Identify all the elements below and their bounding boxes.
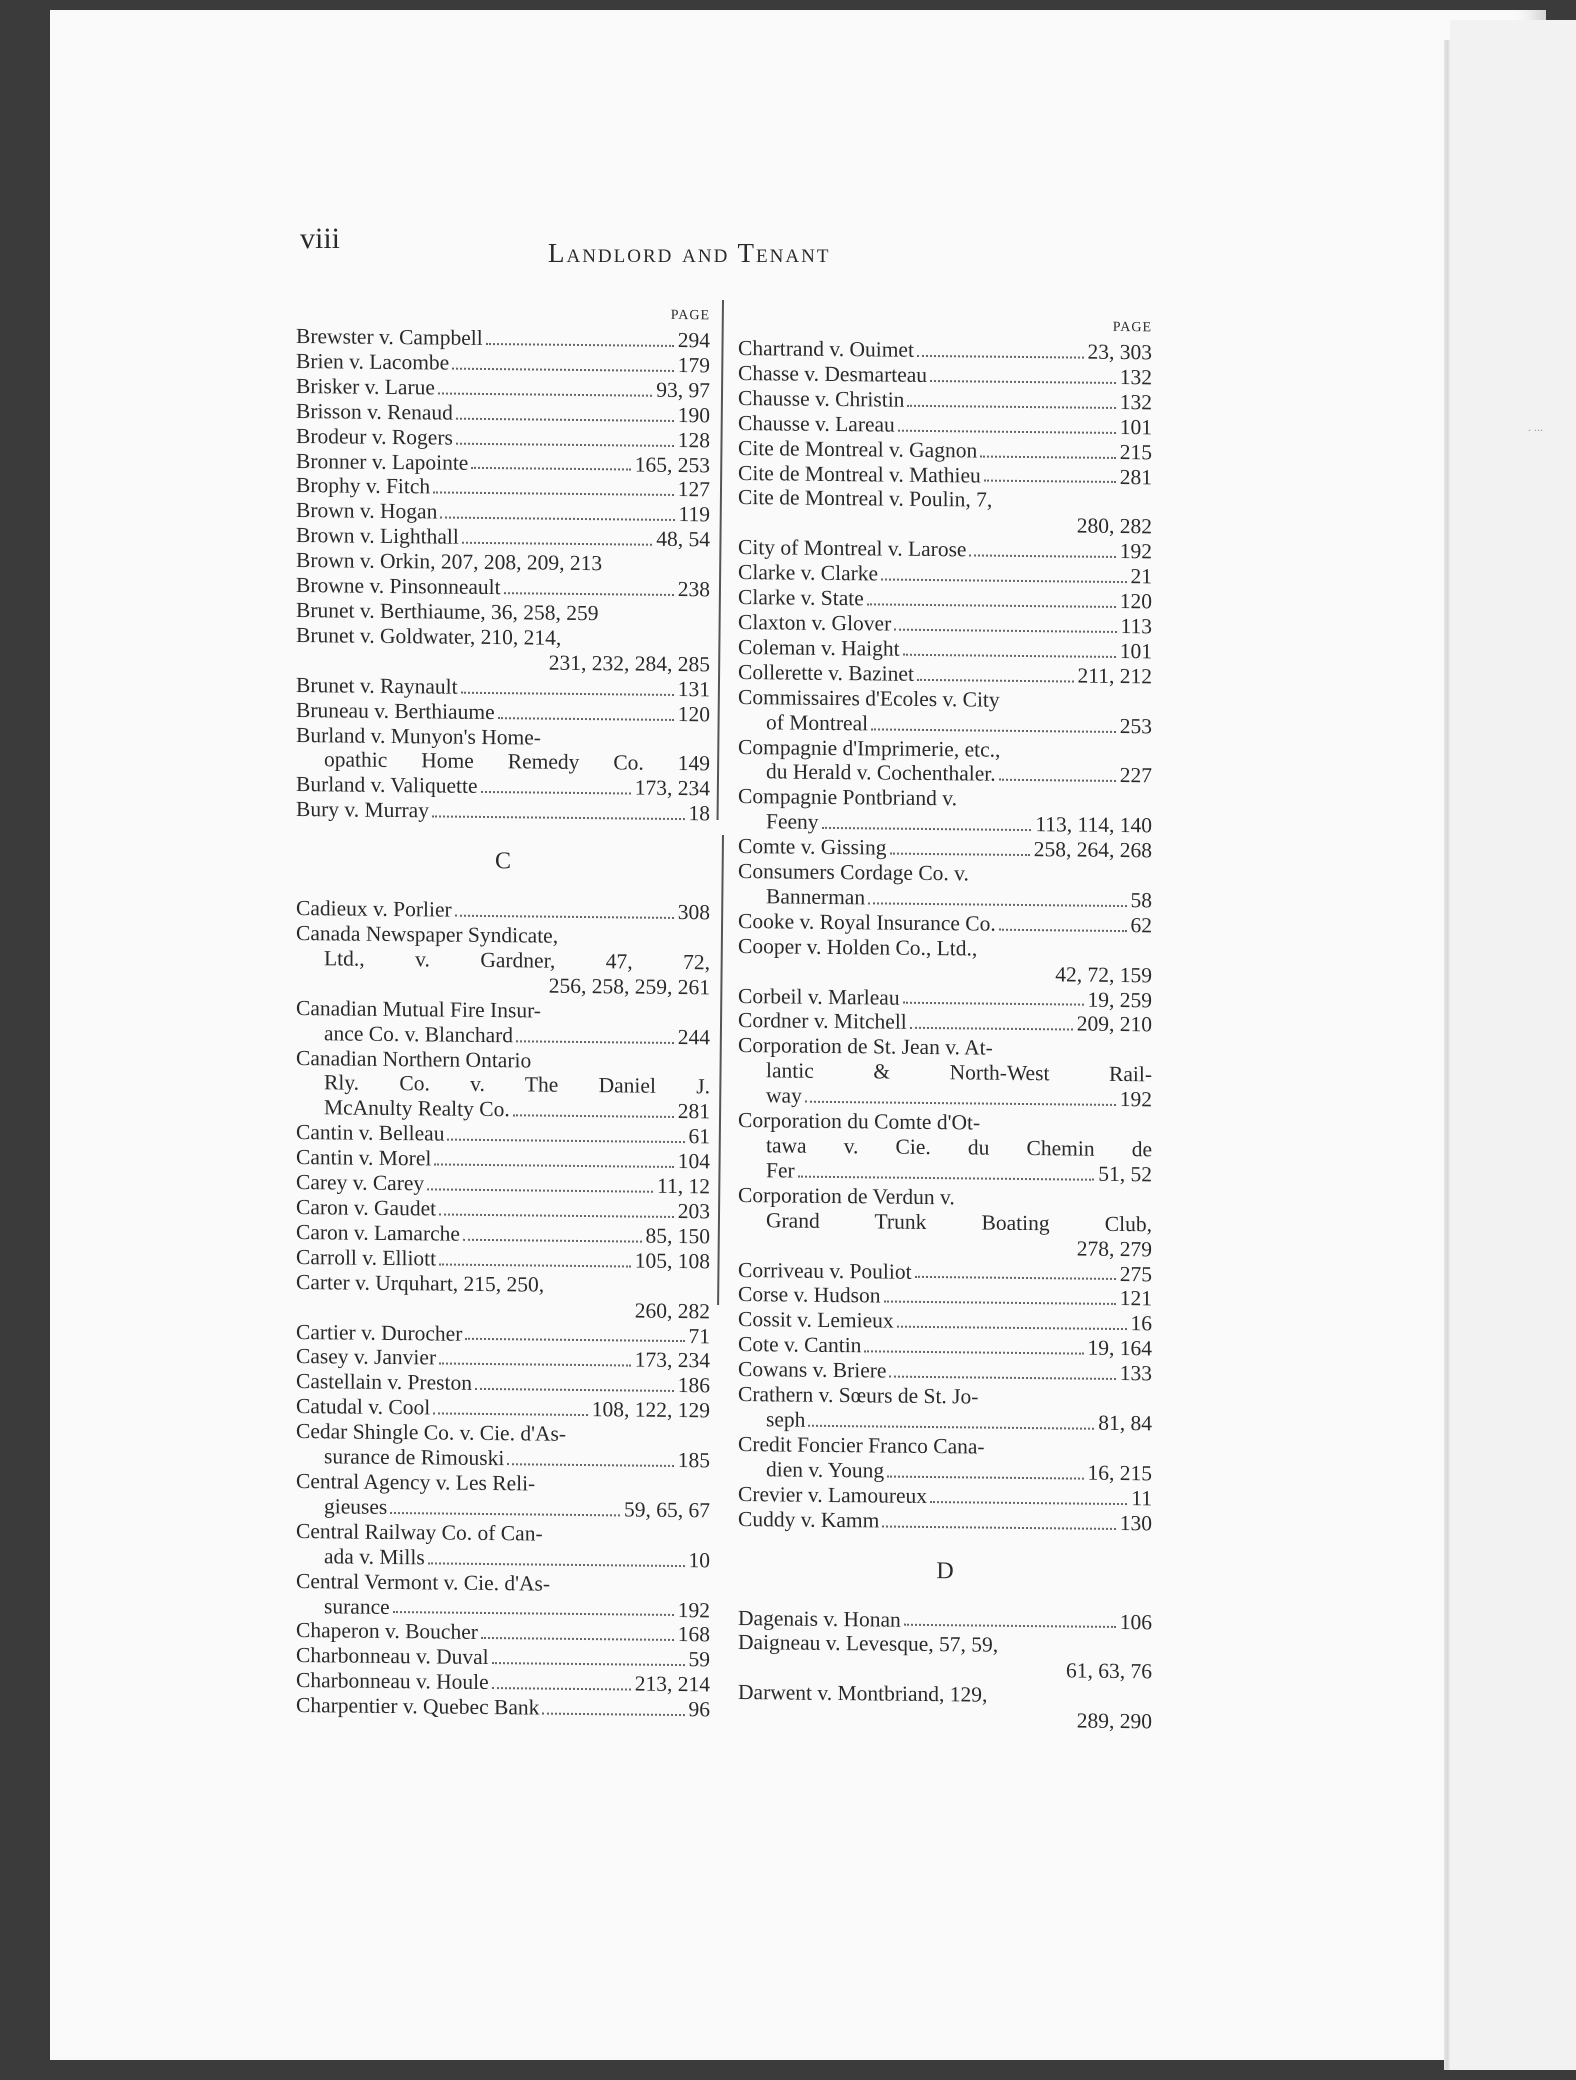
dot-leader bbox=[894, 629, 1116, 633]
case-name: Bury v. Murray bbox=[296, 797, 429, 823]
dot-leader bbox=[871, 728, 1116, 733]
page-references: 101 bbox=[1119, 414, 1152, 440]
page-references: 192 bbox=[677, 1597, 710, 1622]
page-references: 308 bbox=[677, 900, 710, 925]
index-entry-line: Compagnie Pontbriand v. bbox=[738, 784, 957, 811]
page-references: 48, 54 bbox=[656, 527, 710, 552]
page-references: 130 bbox=[1119, 1510, 1152, 1535]
index-entry-line: Crathern v. Sœurs de St. Jo- bbox=[738, 1382, 979, 1409]
case-name: Cooke v. Royal Insurance Co. bbox=[738, 908, 996, 936]
page-references: 58 bbox=[1130, 888, 1152, 913]
page-references: 10 bbox=[688, 1547, 710, 1573]
index-continuation-pages: 231, 232, 284, 285 bbox=[548, 650, 710, 677]
page-references: 106 bbox=[1119, 1609, 1152, 1634]
index-continuation-line: opathic Home Remedy Co. 149 bbox=[324, 747, 710, 776]
case-name: Brophy v. Fitch bbox=[296, 473, 431, 499]
dot-leader bbox=[433, 492, 674, 497]
dot-leader bbox=[516, 1040, 674, 1044]
index-entry-line: Compagnie d'Imprimerie, etc., bbox=[738, 734, 1001, 762]
dot-leader bbox=[447, 1139, 684, 1143]
case-name: Crevier v. Lamoureux bbox=[738, 1481, 928, 1508]
page-references: 173, 234 bbox=[634, 775, 710, 801]
page-references: 62 bbox=[1130, 912, 1152, 938]
index-entry-line: Credit Foncier Franco Cana- bbox=[738, 1431, 985, 1459]
case-name: Chaperon v. Boucher bbox=[296, 1618, 478, 1645]
index-continuation-pages: 260, 282 bbox=[634, 1298, 710, 1323]
dot-leader bbox=[439, 1363, 631, 1367]
page-references: 21 bbox=[1130, 564, 1152, 589]
case-name: McAnulty Realty Co. bbox=[324, 1095, 510, 1122]
case-name: ance Co. v. Blanchard bbox=[324, 1020, 514, 1047]
index-entry-line: Cite de Montreal v. Poulin, 7, bbox=[738, 485, 993, 513]
dot-leader bbox=[481, 1637, 674, 1641]
dot-leader bbox=[456, 442, 674, 446]
page-references: 275 bbox=[1119, 1261, 1152, 1286]
page-references: 113 bbox=[1120, 613, 1152, 639]
case-name: Brisson v. Renaud bbox=[296, 398, 453, 425]
dot-leader bbox=[808, 1425, 1094, 1430]
case-name: Cote v. Cantin bbox=[738, 1332, 862, 1358]
dot-leader bbox=[486, 343, 674, 347]
case-name: Carroll v. Elliott bbox=[296, 1244, 437, 1271]
dot-leader bbox=[452, 367, 674, 371]
index-entry-line: Canadian Northern Ontario bbox=[296, 1045, 532, 1073]
dot-leader bbox=[882, 1525, 1115, 1529]
dot-leader bbox=[465, 1338, 684, 1342]
case-name: Charbonneau v. Duval bbox=[296, 1643, 489, 1670]
case-name: Bronner v. Lapointe bbox=[296, 448, 469, 475]
dot-leader bbox=[917, 679, 1074, 683]
case-name: Cartier v. Durocher bbox=[296, 1319, 463, 1346]
dot-leader bbox=[897, 1326, 1127, 1330]
index-entry-line: Central Railway Co. of Can- bbox=[296, 1518, 543, 1546]
case-name: Chartrand v. Ouimet bbox=[738, 336, 914, 362]
page-references: 253 bbox=[1119, 713, 1152, 738]
case-name: Cuddy v. Kamm bbox=[738, 1506, 880, 1533]
page-number: viii bbox=[300, 222, 341, 255]
page-references: 179 bbox=[677, 352, 710, 378]
page-references: 23, 303 bbox=[1087, 339, 1152, 365]
page-references: 105, 108 bbox=[634, 1248, 710, 1274]
page-references: 173, 234 bbox=[634, 1347, 710, 1373]
page-references: 185 bbox=[677, 1448, 710, 1473]
page-column-label: PAGE bbox=[670, 307, 710, 324]
case-name: Clarke v. Clarke bbox=[738, 560, 879, 586]
index-continuation-pages: 278, 279 bbox=[1076, 1236, 1152, 1261]
dot-leader bbox=[984, 480, 1116, 483]
index-entry-line: Central Agency v. Les Reli- bbox=[296, 1468, 536, 1496]
dot-leader bbox=[427, 1188, 653, 1192]
case-name: dien v. Young bbox=[766, 1457, 885, 1483]
page-references: 128 bbox=[677, 427, 710, 452]
case-name: Catudal v. Cool bbox=[296, 1394, 431, 1420]
page-references: 59, 65, 67 bbox=[624, 1497, 710, 1523]
page-references: 281 bbox=[1119, 464, 1152, 489]
section-letter: D bbox=[936, 1557, 954, 1584]
index-entry-line: Brown v. Orkin, 207, 208, 209, 213 bbox=[296, 548, 603, 576]
dot-leader bbox=[434, 1164, 673, 1169]
dot-leader bbox=[930, 1501, 1127, 1505]
case-name: surance bbox=[324, 1593, 390, 1619]
case-name: Castellain v. Preston bbox=[296, 1369, 472, 1396]
page-references: 186 bbox=[677, 1373, 710, 1398]
page-references: 121 bbox=[1119, 1286, 1152, 1311]
case-name: Cantin v. Morel bbox=[296, 1145, 432, 1171]
index-entry-line: Central Vermont v. Cie. d'As- bbox=[296, 1568, 551, 1596]
dot-leader bbox=[969, 555, 1115, 559]
case-name: Bruneau v. Berthiaume bbox=[296, 697, 495, 724]
page-references: 16, 215 bbox=[1087, 1460, 1152, 1486]
page-references: 127 bbox=[677, 477, 710, 502]
page-references: 294 bbox=[677, 327, 710, 353]
left-index-column bbox=[296, 300, 710, 1722]
case-name: seph bbox=[766, 1407, 806, 1432]
index-continuation-pages: 61, 63, 76 bbox=[1066, 1658, 1152, 1684]
page-references: 19, 259 bbox=[1087, 987, 1152, 1012]
dot-leader bbox=[910, 1027, 1073, 1031]
index-entry-line: Darwent v. Montbriand, 129, bbox=[738, 1680, 988, 1707]
case-name: Carey v. Carey bbox=[296, 1170, 425, 1196]
page-references: 192 bbox=[1119, 539, 1152, 564]
page-references: 81, 84 bbox=[1098, 1410, 1152, 1436]
dot-leader bbox=[438, 392, 652, 396]
case-name: City of Montreal v. Larose bbox=[738, 535, 967, 562]
case-name: gieuses bbox=[324, 1494, 388, 1519]
right-index-column bbox=[738, 312, 1152, 1734]
page-references: 19, 164 bbox=[1087, 1335, 1152, 1361]
page-references: 133 bbox=[1119, 1361, 1152, 1386]
dot-leader bbox=[868, 902, 1126, 907]
index-entry-line: Corporation de Verdun v. bbox=[738, 1182, 955, 1210]
case-name: surance de Rimouski bbox=[324, 1444, 505, 1471]
page-references: 120 bbox=[1119, 589, 1152, 614]
index-entry-line: Daigneau v. Levesque, 57, 59, bbox=[738, 1630, 999, 1658]
case-name: Feeny bbox=[766, 809, 819, 835]
index-entry bbox=[738, 1507, 1152, 1536]
dot-leader bbox=[440, 517, 674, 521]
index-continuation-pages: 256, 258, 259, 261 bbox=[548, 973, 710, 1000]
running-head: Landlord and Tenant bbox=[548, 238, 831, 268]
case-name: Cordner v. Mitchell bbox=[738, 1008, 907, 1035]
case-name: Brewster v. Campbell bbox=[296, 324, 483, 350]
dot-leader bbox=[890, 853, 1030, 856]
case-name: of Montreal bbox=[766, 709, 869, 735]
dot-leader bbox=[462, 542, 652, 546]
index-entry bbox=[296, 698, 710, 727]
margin-mark: . ... bbox=[1528, 420, 1543, 434]
page-references: 11 bbox=[1131, 1485, 1152, 1511]
page-references: 244 bbox=[677, 1024, 710, 1049]
page-references: 192 bbox=[1119, 1087, 1152, 1112]
index-entry-line: Corporation du Comte d'Ot- bbox=[738, 1108, 981, 1135]
index-continuation-line: lantic & North-West Rail- bbox=[766, 1058, 1152, 1087]
case-name: Claxton v. Glover bbox=[738, 609, 892, 636]
dot-leader bbox=[456, 417, 674, 421]
page-references: 131 bbox=[677, 676, 710, 702]
dot-leader bbox=[492, 1662, 685, 1666]
dot-leader bbox=[439, 1213, 674, 1217]
dot-leader bbox=[999, 928, 1127, 931]
case-name: Charbonneau v. Houle bbox=[296, 1668, 489, 1695]
dot-leader bbox=[881, 579, 1126, 584]
dot-leader bbox=[504, 592, 674, 596]
case-name: Dagenais v. Honan bbox=[738, 1605, 901, 1632]
case-name: Fer bbox=[766, 1158, 795, 1183]
index-entry bbox=[738, 660, 1152, 689]
page-references: 11, 12 bbox=[657, 1173, 710, 1199]
case-name: Corbeil v. Marleau bbox=[738, 983, 900, 1010]
index-entry-line: Cedar Shingle Co. v. Cie. d'As- bbox=[296, 1419, 567, 1446]
dot-leader bbox=[463, 1239, 642, 1243]
dot-leader bbox=[492, 1687, 631, 1690]
case-name: Brunet v. Raynault bbox=[296, 672, 458, 699]
dot-leader bbox=[428, 1562, 685, 1567]
case-name: Corriveau v. Pouliot bbox=[738, 1257, 912, 1284]
index-entry-line: Commissaires d'Ecoles v. City bbox=[738, 684, 1000, 712]
index-entry-line: Brunet v. Goldwater, 210, 214, bbox=[296, 622, 562, 650]
page-references: 96 bbox=[688, 1697, 710, 1722]
dot-leader bbox=[930, 380, 1116, 384]
dot-leader bbox=[884, 1301, 1116, 1305]
case-name: Cadieux v. Porlier bbox=[296, 896, 452, 922]
case-name: Browne v. Pinsonneault bbox=[296, 573, 501, 600]
index-continuation-line: Grand Trunk Boating Club, bbox=[766, 1208, 1152, 1237]
dot-leader bbox=[889, 1376, 1115, 1380]
page-references: 281 bbox=[677, 1099, 710, 1124]
page-references: 113, 114, 140 bbox=[1035, 812, 1152, 838]
case-name: Burland v. Valiquette bbox=[296, 772, 478, 799]
page-references: 59 bbox=[688, 1647, 710, 1672]
case-name: Chausse v. Lareau bbox=[738, 410, 895, 437]
dot-leader bbox=[915, 1276, 1116, 1280]
case-name: du Herald v. Cochenthaler. bbox=[766, 759, 996, 787]
case-name: way bbox=[766, 1083, 802, 1108]
dot-leader bbox=[455, 915, 674, 919]
dot-leader bbox=[471, 467, 630, 471]
dot-leader bbox=[390, 1512, 620, 1516]
page-references: 215 bbox=[1119, 439, 1152, 464]
section-letter: C bbox=[494, 848, 511, 875]
page-references: 18 bbox=[688, 801, 710, 826]
page-references: 227 bbox=[1119, 763, 1152, 788]
page-references: 165, 253 bbox=[634, 452, 710, 477]
case-name: Cite de Montreal v. Mathieu bbox=[738, 460, 981, 488]
page-references: 101 bbox=[1119, 638, 1152, 664]
page-references: 132 bbox=[1119, 389, 1152, 415]
case-name: Chasse v. Desmarteau bbox=[738, 360, 928, 387]
index-continuation-line: tawa v. Cie. du Chemin de bbox=[766, 1133, 1152, 1162]
page-references: 71 bbox=[688, 1323, 710, 1348]
page-references: 132 bbox=[1119, 364, 1152, 390]
dot-leader bbox=[999, 779, 1116, 782]
dot-leader bbox=[907, 404, 1115, 408]
index-entry bbox=[296, 797, 710, 826]
case-name: Cite de Montreal v. Gagnon bbox=[738, 435, 978, 463]
dot-leader bbox=[475, 1388, 674, 1392]
case-name: Cossit v. Lemieux bbox=[738, 1307, 894, 1333]
page-references: 120 bbox=[677, 701, 710, 726]
page-references: 16 bbox=[1130, 1311, 1152, 1336]
dot-leader bbox=[887, 1475, 1083, 1479]
dot-leader bbox=[867, 603, 1116, 608]
dot-leader bbox=[498, 717, 674, 721]
page-references: 93, 97 bbox=[656, 377, 710, 403]
dot-leader bbox=[393, 1611, 674, 1616]
index-entry-line: Brunet v. Berthiaume, 36, 258, 259 bbox=[296, 597, 599, 626]
case-name: Charpentier v. Quebec Bank bbox=[296, 1693, 540, 1720]
dot-leader bbox=[822, 827, 1032, 831]
index-entry-line: Cooper v. Holden Co., Ltd., bbox=[738, 933, 978, 961]
index-entry-line: Burland v. Munyon's Home- bbox=[296, 722, 541, 750]
page-references: 168 bbox=[677, 1622, 710, 1647]
index-entry bbox=[296, 1544, 710, 1573]
case-name: Chausse v. Christin bbox=[738, 385, 905, 412]
index-continuation-pages: 280, 282 bbox=[1076, 513, 1152, 539]
index-entry-line: Carter v. Urquhart, 215, 250, bbox=[296, 1269, 545, 1297]
dot-leader bbox=[805, 1101, 1116, 1106]
case-name: Brown v. Hogan bbox=[296, 498, 438, 524]
page-references: 51, 52 bbox=[1098, 1161, 1152, 1187]
case-name: Cowans v. Briere bbox=[738, 1357, 887, 1383]
dot-leader bbox=[542, 1713, 684, 1716]
page-references: 104 bbox=[677, 1149, 710, 1174]
case-name: Casey v. Janvier bbox=[296, 1344, 437, 1370]
page-references: 85, 150 bbox=[645, 1223, 710, 1249]
page-references: 203 bbox=[677, 1198, 710, 1224]
facing-page-edge bbox=[1450, 20, 1576, 2070]
dot-leader bbox=[481, 791, 631, 795]
dot-leader bbox=[507, 1463, 673, 1467]
page-references: 61 bbox=[688, 1124, 710, 1149]
dot-leader bbox=[439, 1263, 631, 1267]
index-entry-line: Consumers Cordage Co. v. bbox=[738, 859, 969, 886]
index-continuation-line: Rly. Co. v. The Daniel J. bbox=[324, 1070, 710, 1099]
index-entry-line: Corporation de St. Jean v. At- bbox=[738, 1033, 993, 1061]
dot-leader bbox=[903, 1002, 1084, 1006]
page-references: 213, 214 bbox=[634, 1671, 710, 1697]
index-continuation-pages: 289, 290 bbox=[1076, 1708, 1152, 1734]
dot-leader bbox=[798, 1175, 1095, 1180]
case-name: Bannerman bbox=[766, 884, 866, 910]
case-name: Comte v. Gissing bbox=[738, 834, 887, 860]
dot-leader bbox=[904, 1624, 1116, 1628]
case-name: Caron v. Gaudet bbox=[296, 1195, 437, 1221]
case-name: Collerette v. Bazinet bbox=[738, 659, 914, 686]
dot-leader bbox=[461, 691, 674, 695]
page-references: 258, 264, 268 bbox=[1033, 837, 1152, 863]
dot-leader bbox=[903, 654, 1116, 658]
case-name: Cantin v. Belleau bbox=[296, 1120, 445, 1146]
index-entry-line: Canadian Mutual Fire Insur- bbox=[296, 995, 541, 1023]
page-references: 209, 210 bbox=[1076, 1012, 1152, 1037]
case-name: Brodeur v. Rogers bbox=[296, 423, 453, 450]
index-entry bbox=[738, 710, 1152, 739]
page-references: 238 bbox=[677, 577, 710, 602]
page-references: 119 bbox=[678, 502, 710, 527]
index-entry bbox=[296, 1021, 710, 1050]
case-name: Brien v. Lacombe bbox=[296, 348, 450, 375]
dot-leader bbox=[980, 455, 1116, 458]
page-references: 190 bbox=[677, 402, 710, 428]
index-continuation-line: Ltd., v. Gardner, 47, 72, bbox=[324, 946, 710, 975]
dot-leader bbox=[513, 1115, 674, 1119]
case-name: Caron v. Lamarche bbox=[296, 1219, 460, 1246]
case-name: Brown v. Lighthall bbox=[296, 523, 459, 549]
index-entry bbox=[296, 1693, 710, 1722]
case-name: Brisker v. Larue bbox=[296, 373, 435, 400]
dot-leader bbox=[864, 1350, 1083, 1354]
case-name: ada v. Mills bbox=[324, 1543, 425, 1570]
page-references: 211, 212 bbox=[1077, 663, 1152, 689]
dot-leader bbox=[432, 816, 685, 821]
dot-leader bbox=[433, 1413, 588, 1417]
case-name: Clarke v. State bbox=[738, 585, 864, 611]
page-references: 108, 122, 129 bbox=[591, 1397, 710, 1423]
page-column-label: PAGE bbox=[1112, 319, 1152, 336]
case-name: Coleman v. Haight bbox=[738, 634, 900, 661]
index-continuation-pages: 42, 72, 159 bbox=[1055, 961, 1152, 987]
dot-leader bbox=[917, 355, 1084, 359]
dot-leader bbox=[898, 429, 1116, 433]
case-name: Corse v. Hudson bbox=[738, 1282, 881, 1308]
page-spine-edge bbox=[1444, 40, 1450, 2070]
index-entry-line: Canada Newspaper Syndicate, bbox=[296, 921, 559, 948]
